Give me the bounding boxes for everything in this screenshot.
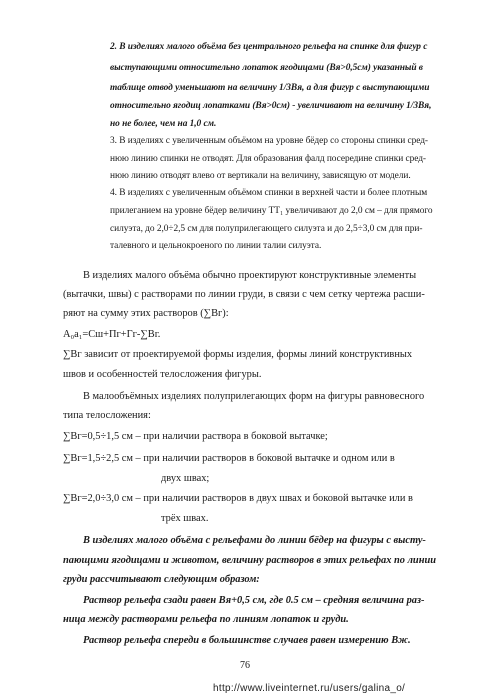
paragraph-4-line-2: прилеганием на уровне бёдер величину ТТ₁ увеличивают до 2,0 см – для прямого (110, 206, 433, 216)
body-intro-line-3: ряют на сумму этих растворов (∑Вг): (63, 308, 229, 319)
case-1: ∑Вг=0,5÷1,5 см – при наличии раствора в боковой вытачке; (63, 431, 328, 442)
paragraph-2-line-2: выступающими относительно лопаток ягодицами (Вя>0,5см) указанный в (110, 63, 423, 73)
case-3: ∑Вг=2,0÷3,0 см – при наличии растворов в двух швах и боковой вытачке или в (63, 493, 413, 504)
paragraph-4-line-4: талевного и цельнокроеного по линии талии силуэта. (110, 241, 322, 251)
body-intro-line-2: (вытачки, швы) с растворами по линии груди, в связи с чем сетку чертежа расши- (63, 289, 425, 300)
paragraph-3-line-1: 3. В изделиях с увеличенным объёмом на уровне бёдер со стороны спинки сред- (110, 136, 428, 146)
paragraph-4-line-1: 4. В изделиях с увеличенным объёмом спинки в верхней части и более плотным (110, 188, 428, 198)
depends-line-1: ∑Вг зависит от проектируемой формы изделия, формы линий конструктивных (63, 349, 413, 360)
relief-intro-line-1: В изделиях малого объёма с рельефами до линии бёдер на фигуры с высту- (83, 535, 426, 546)
paragraph-3-line-2: нюю линию спинки не отводят. Для образования фалд посередине спинки сред- (110, 154, 426, 164)
paragraph-3-line-3: нюю линию отводят влево от вертикали на величину, зависящую от модели. (110, 171, 411, 181)
case-3-continued: трёх швах. (161, 513, 209, 524)
low-volume-line-1: В малообъёмных изделиях полуприлегающих форм на фигуры равновесного (83, 391, 425, 402)
relief-back-line-2: ница между растворами рельефа по линиям лопаток и груди. (63, 614, 349, 625)
paragraph-2-line-4: относительно ягодиц лопатками (Вя>0см) - увеличивают на величину 1/3Вя, (110, 101, 432, 111)
paragraph-4-line-3: силуэта, до 2,0÷2,5 см для полуприлегающего силуэта и до 2,5÷3,0 см для при- (110, 224, 423, 234)
paragraph-2-line-5: но не более, чем на 1,0 см. (110, 119, 217, 129)
depends-line-2: швов и особенностей телосложения фигуры. (63, 369, 262, 380)
relief-back-line-1: Раствор рельефа сзади равен Вя+0,5 см, где 0.5 см – средняя величина раз- (83, 595, 425, 606)
low-volume-line-2: типа телосложения: (63, 410, 151, 421)
paragraph-2-line-1: 2. В изделиях малого объёма без центрального рельефа на спинке для фигур с (110, 42, 428, 52)
page-number: 76 (240, 660, 250, 671)
relief-front: Раствор рельефа спереди в большинстве случаев равен измерению Вж. (83, 635, 411, 646)
relief-intro-line-3: груди рассчитывают следующим образом: (63, 574, 260, 585)
case-2: ∑Вг=1,5÷2,5 см – при наличии растворов в боковой вытачке и одном или в (63, 453, 395, 464)
relief-intro-line-2: пающими ягодицами и животом, величину растворов в этих рельефах по линии (63, 555, 437, 566)
body-intro-line-1: В изделиях малого объёма обычно проектируют конструктивные элементы (83, 270, 417, 281)
formula: А₀а₁=Сш+Пг+Гг-∑Вг. (63, 329, 161, 340)
watermark-url: http://www.liveinternet.ru/users/galina_o/ (213, 683, 406, 694)
case-2-continued: двух швах; (161, 473, 210, 484)
paragraph-2-line-3: таблице отвод уменьшают на величину 1/3Вя, а для фигур с выступающими (110, 83, 430, 93)
